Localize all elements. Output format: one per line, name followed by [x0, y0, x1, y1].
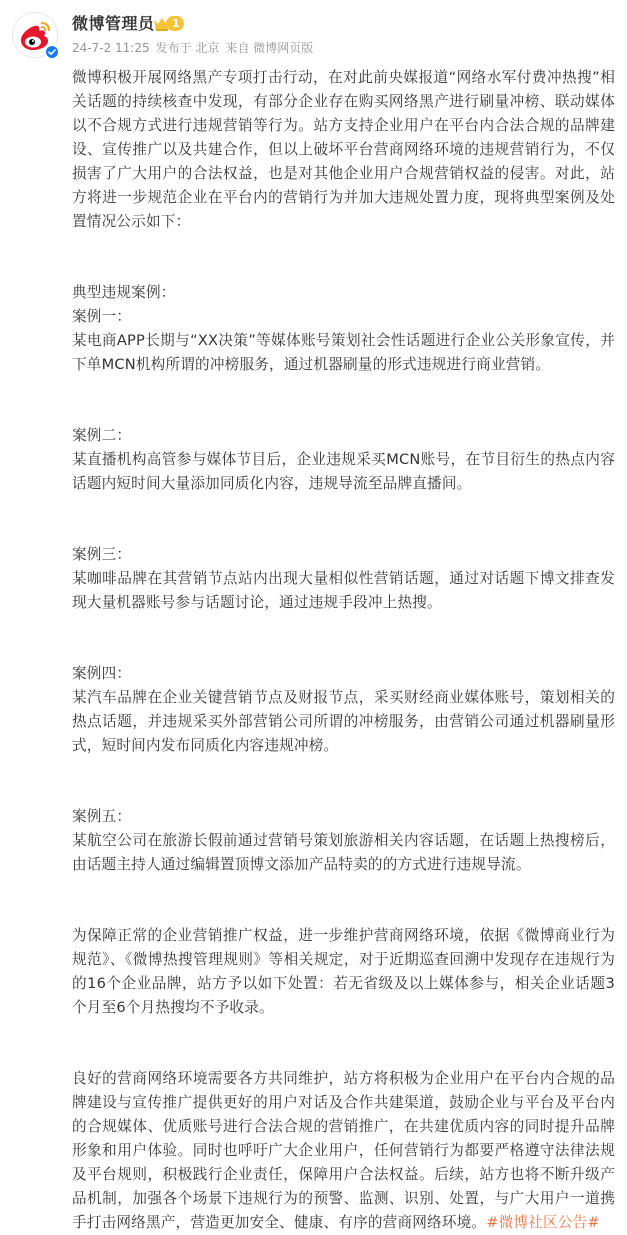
- case1-title: 案例一：: [72, 308, 132, 325]
- case3-body: 某咖啡品牌在其营销节点站内出现大量相似性营销话题，通过对话题下博文排查发现大量机器账号参与话题讨论，通过违规手段冲上热搜。: [72, 570, 615, 611]
- case4-title: 案例四：: [72, 665, 132, 682]
- closing-paragraph: [72, 1067, 615, 1235]
- case5-body: 某航空公司在旅游长假前通过营销号策划旅游相关内容话题，在话题上热搜榜后，由话题主持人通过编辑置顶博文添加产品特卖的的方式进行违规导流。: [72, 832, 615, 873]
- closing-text: 良好的营商网络环境需要各方共同维护，站方将积极为企业用户在平台内合规的品牌建设与宣传推广提供更好的用户对话及合作共建渠道，鼓励企业与平台及平台内的合规媒体、优质账号进行合法合规的营销推广，在共建优质内容的同时提升品牌形象和用户体验。同时也呼吁广大企业用户，任何营销行为都要严格遵守法律法规及平台规则，积极践行企业责任，保障用户合法权益。后续，站方也将不断升级产品机制，加强各个场景下违规行为的预警、监测、识别、处置，与广大用户一道携手打击网络黑产，营造更加安全、健康、有序的营商网络环境。: [72, 1070, 615, 1231]
- post-content: [72, 66, 615, 1235]
- post-meta: [72, 40, 319, 56]
- hashtag-link[interactable]: #微博社区公告#: [486, 1214, 600, 1231]
- post-location: 发布于 北京: [155, 41, 220, 55]
- author-name[interactable]: 微博管理员: [72, 14, 155, 33]
- case3-title: 案例三：: [72, 546, 132, 563]
- case2-title: 案例二：: [72, 427, 132, 444]
- case5-title: 案例五：: [72, 808, 132, 825]
- post-header: [0, 0, 627, 62]
- verified-icon: [44, 44, 60, 60]
- case1-body: 某电商APP长期与“XX决策”等媒体账号策划社会性话题进行企业公关形象宣传，并下单MCN机构所谓的冲榜服务，通过机器刷量的形式违规进行商业营销。: [72, 332, 615, 373]
- cases-title: 典型违规案例：: [72, 284, 176, 301]
- penalty-paragraph: 为保障正常的企业营销推广权益，进一步维护营商网络环境，依据《微博商业行为规范》、《微博热搜管理规则》等相关规定，对于近期巡查回溯中发现存在违规行为的16个企业品牌，站方予以如下处置：若无省级及以上媒体参与，相关企业话题3个月至6个月热搜均不予收录。: [72, 927, 615, 1016]
- intro-paragraph: 微博积极开展网络黑产专项打击行动，在对此前央媒报道“网络水军付费冲热搜”相关话题的持续核查中发现，有部分企业存在购买网络黑产进行刷量冲榜、联动媒体以不合规方式进行违规营销等行为。站方支持企业用户在平台内合法合规的品牌建设、宣传推广以及共建合作，但以上破坏平台营商网络环境的违规营销行为，不仅损害了广大用户的合法权益，也是对其他企业用户合规营销权益的侵害。对此，站方将进一步规范企业在平台内的营销行为并加大违规处置力度，现将典型案例及处置情况公示如下：: [72, 69, 615, 230]
- case4-body: 某汽车品牌在企业关键营销节点及财报节点，采买财经商业媒体账号，策划相关的热点话题，并违规采买外部营销公司所谓的冲榜服务，由营销公司通过机器刷量形式，短时间内发布同质化内容违规冲榜。: [72, 689, 615, 754]
- level-badge: 1: [166, 16, 184, 31]
- post-source: 来自 微博网页版: [225, 41, 314, 55]
- post-time[interactable]: 24-7-2 11:25: [72, 41, 150, 55]
- case2-body: 某直播机构高管参与媒体节目后，企业违规采买MCN账号，在节目衍生的热点内容话题内短时间大量添加同质化内容，违规导流至品牌直播间。: [72, 451, 615, 492]
